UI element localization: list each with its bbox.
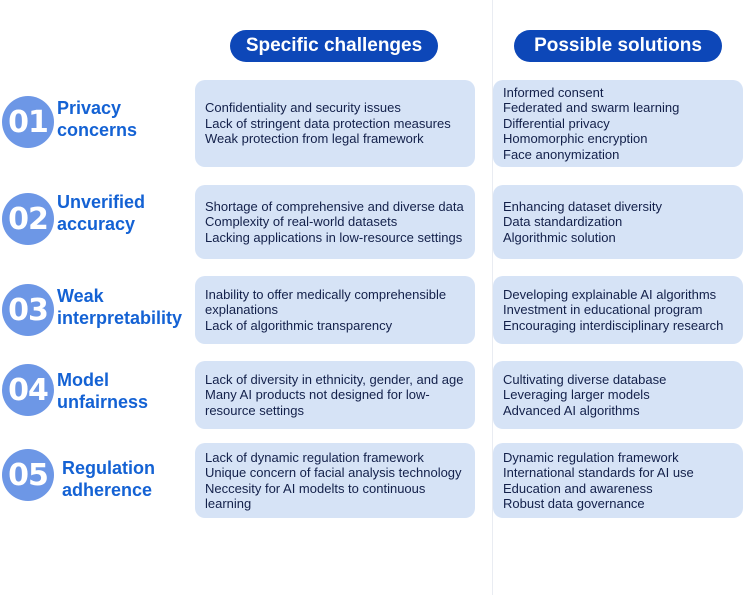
row-unverified-accuracy bbox=[0, 185, 743, 259]
solution-item: Investment in educational program bbox=[503, 302, 703, 318]
solution-item: Differential privacy bbox=[503, 115, 610, 131]
solution-item: Enhancing dataset diversity bbox=[503, 198, 662, 214]
category-title-line: accuracy bbox=[57, 214, 136, 234]
solutions-card bbox=[493, 80, 743, 167]
category-title-line: Regulation bbox=[62, 458, 155, 478]
solution-item: Dynamic regulation framework bbox=[503, 449, 679, 465]
challenges-card bbox=[195, 443, 475, 518]
challenge-item: Lack of algorithmic transparency bbox=[205, 317, 393, 333]
solution-item: Developing explainable AI algorithms bbox=[503, 286, 717, 302]
category-title-line: concerns bbox=[57, 120, 138, 140]
number-badge: 01 bbox=[2, 96, 54, 148]
solution-item: Leveraging larger models bbox=[503, 387, 650, 403]
solutions-card bbox=[493, 443, 743, 518]
challenges-card bbox=[195, 185, 475, 259]
number-badge: 04 bbox=[2, 364, 54, 416]
header-specific-challenges: Specific challenges bbox=[230, 30, 438, 62]
solution-item: Homomorphic encryption bbox=[503, 131, 648, 147]
category-title-line: unfairness bbox=[57, 392, 149, 412]
category-title-line: Weak bbox=[57, 286, 104, 306]
header-possible-solutions: Possible solutions bbox=[514, 30, 722, 62]
solutions-card bbox=[493, 276, 743, 344]
challenge-item: Shortage of comprehensive and diverse data bbox=[205, 198, 464, 214]
solution-item: International standards for AI use bbox=[503, 465, 694, 480]
solution-item: Robust data governance bbox=[503, 496, 645, 511]
number-badge: 02 bbox=[2, 193, 54, 245]
solution-item: Algorithmic solution bbox=[503, 229, 616, 245]
category-title bbox=[62, 457, 155, 501]
solution-item: Encouraging interdisciplinary research bbox=[503, 317, 724, 333]
category-title bbox=[57, 369, 148, 413]
challenge-item: Lack of stringent data protection measures bbox=[205, 115, 451, 131]
row-privacy-concerns bbox=[0, 80, 743, 168]
challenge-item: Many AI products not designed for low- bbox=[205, 387, 430, 403]
category-title-line: interpretability bbox=[57, 308, 183, 328]
challenges-card bbox=[195, 276, 475, 344]
challenge-item: explanations bbox=[205, 302, 278, 318]
challenge-item: Neccesity for AI modelts to continuous learning bbox=[205, 480, 426, 511]
solution-item: Face anonymization bbox=[503, 146, 620, 162]
row-model-unfairness bbox=[0, 361, 743, 431]
challenge-item: Lack of dynamic regulation framework bbox=[205, 449, 424, 465]
solution-item: Advanced AI algorithms bbox=[503, 402, 640, 418]
challenge-item: Complexity of real-world datasets bbox=[205, 214, 398, 230]
category-title bbox=[57, 97, 137, 141]
solution-item: Cultivating diverse database bbox=[503, 371, 667, 387]
category-title bbox=[57, 191, 145, 235]
challenges-card bbox=[195, 361, 475, 429]
challenges-card bbox=[195, 80, 475, 167]
challenge-item: Lack of diversity in ethnicity, gender, and age bbox=[205, 371, 464, 387]
solution-item: Education and awareness bbox=[503, 480, 653, 496]
challenge-item: Confidentiality and security issues bbox=[205, 100, 401, 116]
challenge-item: Lacking applications in low-resource settings bbox=[205, 229, 463, 245]
challenge-item: resource settings bbox=[205, 402, 304, 418]
solutions-card bbox=[493, 185, 743, 259]
number-badge: 05 bbox=[2, 449, 54, 501]
solution-item: Federated and swarm learning bbox=[503, 100, 680, 116]
category-title-line: Privacy bbox=[57, 98, 122, 118]
challenge-item: Weak protection from legal framework bbox=[205, 131, 424, 147]
category-title-line: Model bbox=[57, 370, 109, 390]
challenge-item: Inability to offer medically comprehensible bbox=[205, 286, 447, 302]
category-title bbox=[57, 285, 182, 329]
solutions-card bbox=[493, 361, 743, 429]
solution-item: Data standardization bbox=[503, 214, 623, 230]
solution-item: Informed consent bbox=[503, 84, 604, 100]
challenge-item: Unique concern of facial analysis technology bbox=[205, 465, 462, 480]
category-title-line: adherence bbox=[62, 480, 153, 500]
row-weak-interpretability bbox=[0, 276, 743, 346]
category-title-line: Unverified bbox=[57, 192, 146, 212]
row-regulation-adherence bbox=[0, 443, 743, 519]
number-badge: 03 bbox=[2, 284, 54, 336]
